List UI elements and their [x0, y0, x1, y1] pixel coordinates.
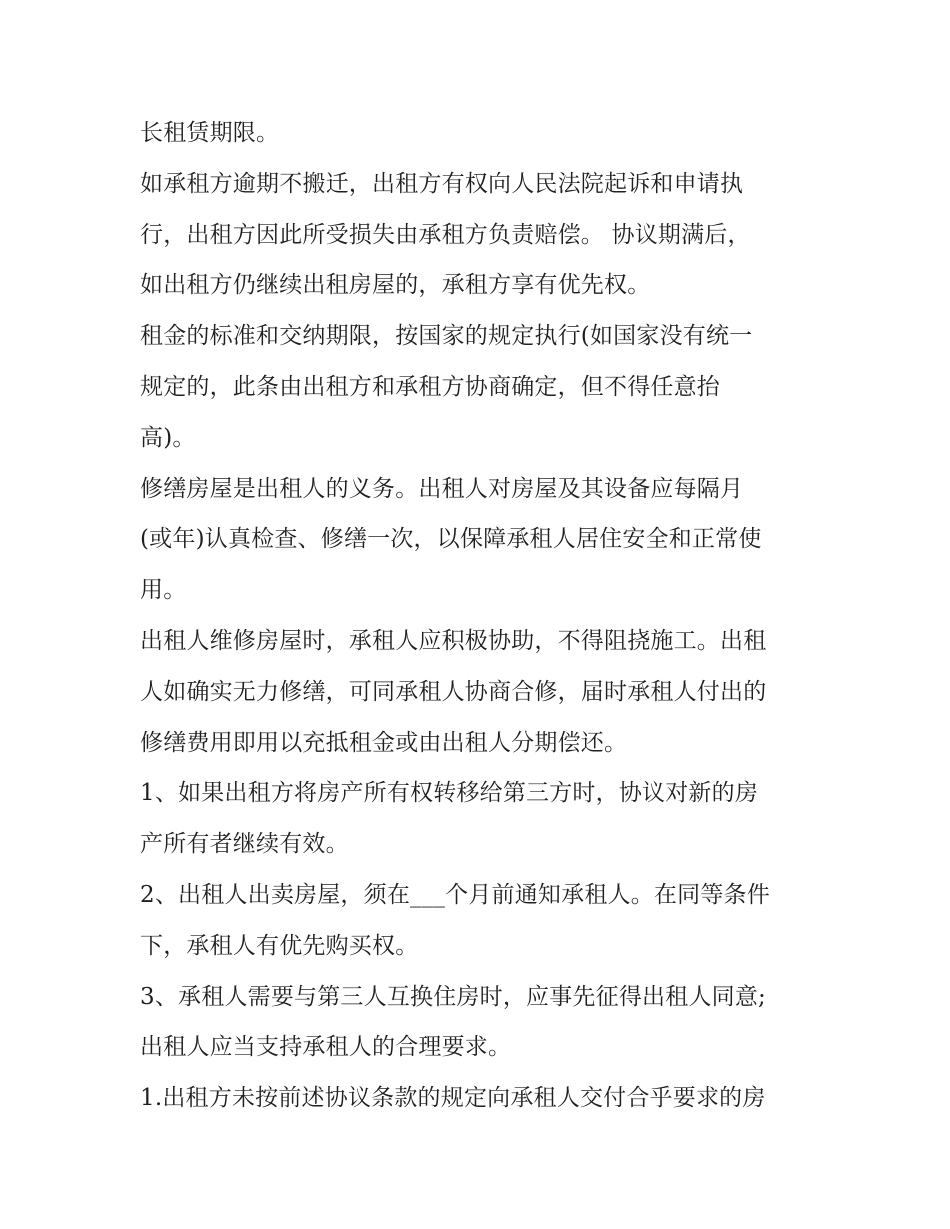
text-line: 规定的，此条由出租方和承租方协商确定，但不得任意抬	[140, 373, 720, 400]
document-body	[140, 108, 830, 1124]
text-line: 2、出租人出卖房屋，须在___个月前通知承租人。在同等条件	[140, 881, 770, 908]
text-line: 下，承租人有优先购买权。	[140, 932, 419, 959]
text-line: 租金的标准和交纳期限，按国家的规定执行(如国家没有统一	[140, 323, 753, 350]
text-line: 长租赁期限。	[140, 120, 280, 146]
text-line: 修缮费用即用以充抵租金或由出租人分期偿还。	[140, 729, 628, 756]
text-line: (或年)认真检查、修缮一次，以保障承租人居住安全和正常使	[140, 526, 762, 553]
text-line: 1.出租方未按前述协议条款的规定向承租人交付合乎要求的房	[140, 1085, 766, 1112]
text-line: 3、承租人需要与第三人互换住房时，应事先征得出租人同意;	[140, 983, 766, 1010]
text-line: 出租人应当支持承租人的合理要求。	[140, 1034, 512, 1061]
text-line: 出租人维修房屋时，承租人应积极协助，不得阻挠施工。出租	[140, 627, 767, 654]
text-line: 用。	[140, 577, 187, 604]
text-line: 人如确实无力修缮，可同承租人协商合修，届时承租人付出的	[140, 678, 767, 705]
text-line: 修缮房屋是出租人的义务。出租人对房屋及其设备应每隔月	[140, 475, 744, 502]
text-line: 如承租方逾期不搬迁，出租方有权向人民法院起诉和申请执	[140, 170, 744, 197]
text-line: 高)。	[140, 424, 196, 451]
text-line: 1、如果出租方将房产所有权转移给第三方时，协议对新的房	[140, 780, 759, 807]
text-line: 产所有者继续有效。	[140, 831, 349, 858]
text-line: 行，出租方因此所受损失由承租方负责赔偿。 协议期满后，	[140, 221, 751, 248]
text-line: 如出租方仍继续出租房屋的，承租方享有优先权。	[140, 272, 651, 299]
